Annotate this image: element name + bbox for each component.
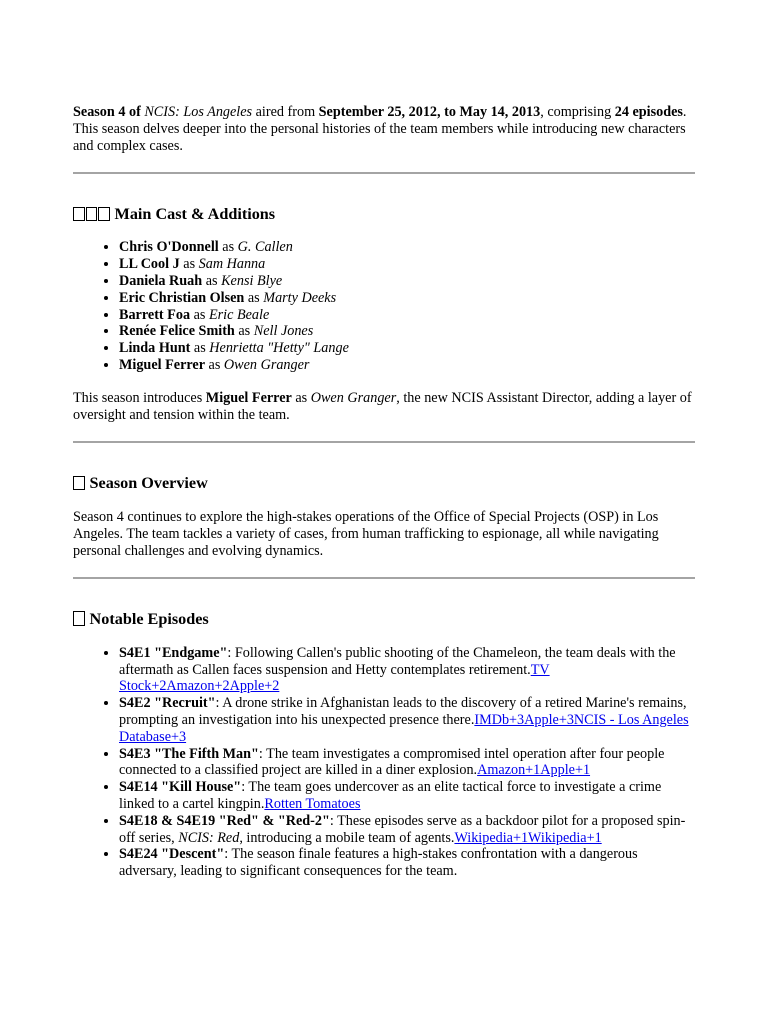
episode-item xyxy=(119,695,695,745)
missing-emoji-icon xyxy=(98,207,110,222)
episode-item xyxy=(119,846,695,880)
character-name: Kensi Blye xyxy=(221,272,283,289)
cast-list xyxy=(73,239,695,373)
as-connector: as xyxy=(244,289,264,306)
cast-member xyxy=(119,273,695,290)
episode-code: S4E3 "The Fifth Man" xyxy=(119,745,259,762)
intro-paragraph xyxy=(73,104,695,154)
source-link[interactable]: Rotten Tomatoes xyxy=(264,795,361,812)
actor-name: LL Cool J xyxy=(119,256,180,273)
air-dates: September 25, 2012, to May 14, 2013 xyxy=(318,104,541,120)
as-connector: as xyxy=(202,272,222,289)
cast-member xyxy=(119,323,695,340)
source-link[interactable]: IMDb+3Apple+3NCIS - Los Angeles Database+3 xyxy=(119,711,689,745)
missing-emoji-icon xyxy=(73,207,85,222)
season-label: Season 4 of xyxy=(73,104,145,120)
show-title: NCIS: Los Angeles xyxy=(144,104,253,120)
character-name: Henrietta "Hetty" Lange xyxy=(209,340,349,357)
overview-text: Season 4 continues to explore the high-stakes operations of the Office of Special Projects (OSP) in Los Angeles. The team tackles a variety of cases, from human trafficking to espionage, all while navigating personal challenges and evolving dynamics. xyxy=(73,509,659,559)
episode-description: : The team goes undercover as an elite tactical force to investigate a crime linked to a cartel kingpin. xyxy=(119,779,662,812)
cast-member xyxy=(119,290,695,307)
document-body xyxy=(73,104,695,880)
episode-description: : The team investigates a compromised intel operation after four people connected to a classified project are killed in a diner explosion. xyxy=(119,745,665,779)
episode-item xyxy=(119,813,695,847)
intro-text: . This season delves deeper into the personal histories of the team members while introducing new characters and complex cases. xyxy=(73,104,687,154)
episode-description: : The season finale features a high-stakes confrontation with a dangerous adversary, leading to significant consequences for the team. xyxy=(119,846,638,880)
character-name: Sam Hanna xyxy=(198,256,266,273)
episode-code: S4E2 "Recruit" xyxy=(119,695,216,712)
actor-name: Linda Hunt xyxy=(119,340,191,357)
missing-emoji-icon xyxy=(86,207,98,222)
cast-member xyxy=(119,239,695,256)
source-link[interactable]: Wikipedia+1Wikipedia+1 xyxy=(454,829,602,846)
episode-item xyxy=(119,746,695,780)
episode-description: : Following Callen's public shooting of the Chameleon, the team deals with the aftermath as Callen faces suspension and Hetty contemplates retirement. xyxy=(119,644,676,678)
as-connector: as xyxy=(190,340,210,357)
episode-description: : These episodes serve as a backdoor pilot for a proposed spin-off series, xyxy=(119,812,686,846)
episode-code: S4E14 "Kill House" xyxy=(119,779,242,796)
spinoff-title: NCIS: Red xyxy=(178,829,240,846)
missing-emoji-icon xyxy=(73,611,85,626)
episode-code: S4E18 & S4E19 "Red" & "Red-2" xyxy=(119,812,330,829)
cast-note: This season introduces Miguel Ferrer as Owen Granger, the new NCIS Assistant Director, adding a layer of oversight and tension within the team. xyxy=(73,389,692,423)
cast-member xyxy=(119,256,695,273)
episode-description: : A drone strike in Afghanistan leads to the discovery of a retired Marine's remains, prompting an investigation into his unexpected presence there. xyxy=(119,695,687,728)
episodes-heading: Notable Episodes xyxy=(73,610,695,629)
episode-description: , introducing a mobile team of agents. xyxy=(239,829,455,846)
cast-heading: Main Cast & Additions xyxy=(73,205,695,224)
actor-name: Miguel Ferrer xyxy=(119,356,205,373)
as-connector: as xyxy=(190,306,209,323)
section-divider xyxy=(73,172,695,174)
as-connector: as xyxy=(205,356,224,373)
episode-item xyxy=(119,779,695,813)
intro-text: , comprising xyxy=(540,104,615,120)
episode-item xyxy=(119,645,695,695)
character-name: Marty Deeks xyxy=(263,289,337,306)
source-link[interactable]: TV Stock+2Amazon+2Apple+2 xyxy=(119,661,550,695)
episode-code: S4E24 "Descent" xyxy=(119,846,225,863)
actor-name: Eric Christian Olsen xyxy=(119,289,245,306)
cast-note-role: Owen Granger xyxy=(310,389,397,406)
source-link[interactable]: Amazon+1Apple+1 xyxy=(477,762,591,779)
overview-heading: Season Overview xyxy=(73,474,695,493)
actor-name: Chris O'Donnell xyxy=(119,239,219,256)
character-name: Nell Jones xyxy=(253,323,314,340)
actor-name: Barrett Foa xyxy=(119,306,191,323)
cast-member xyxy=(119,307,695,324)
section-divider xyxy=(73,577,695,579)
missing-emoji-icon xyxy=(73,476,85,491)
as-connector: as xyxy=(234,323,254,340)
actor-name: Renée Felice Smith xyxy=(119,323,235,340)
episode-list xyxy=(73,645,695,880)
actor-name: Daniela Ruah xyxy=(119,272,203,289)
character-name: Owen Granger xyxy=(223,356,310,373)
intro-text: aired from xyxy=(252,104,319,120)
cast-member xyxy=(119,340,695,357)
character-name: Eric Beale xyxy=(208,306,270,323)
episode-code: S4E1 "Endgame" xyxy=(119,644,228,661)
cast-member xyxy=(119,357,695,374)
episode-count: 24 episodes xyxy=(614,104,683,120)
as-connector: as xyxy=(218,239,238,256)
character-name: G. Callen xyxy=(237,239,293,256)
section-divider xyxy=(73,441,695,443)
as-connector: as xyxy=(179,256,199,273)
cast-note-actor: Miguel Ferrer xyxy=(205,389,292,406)
